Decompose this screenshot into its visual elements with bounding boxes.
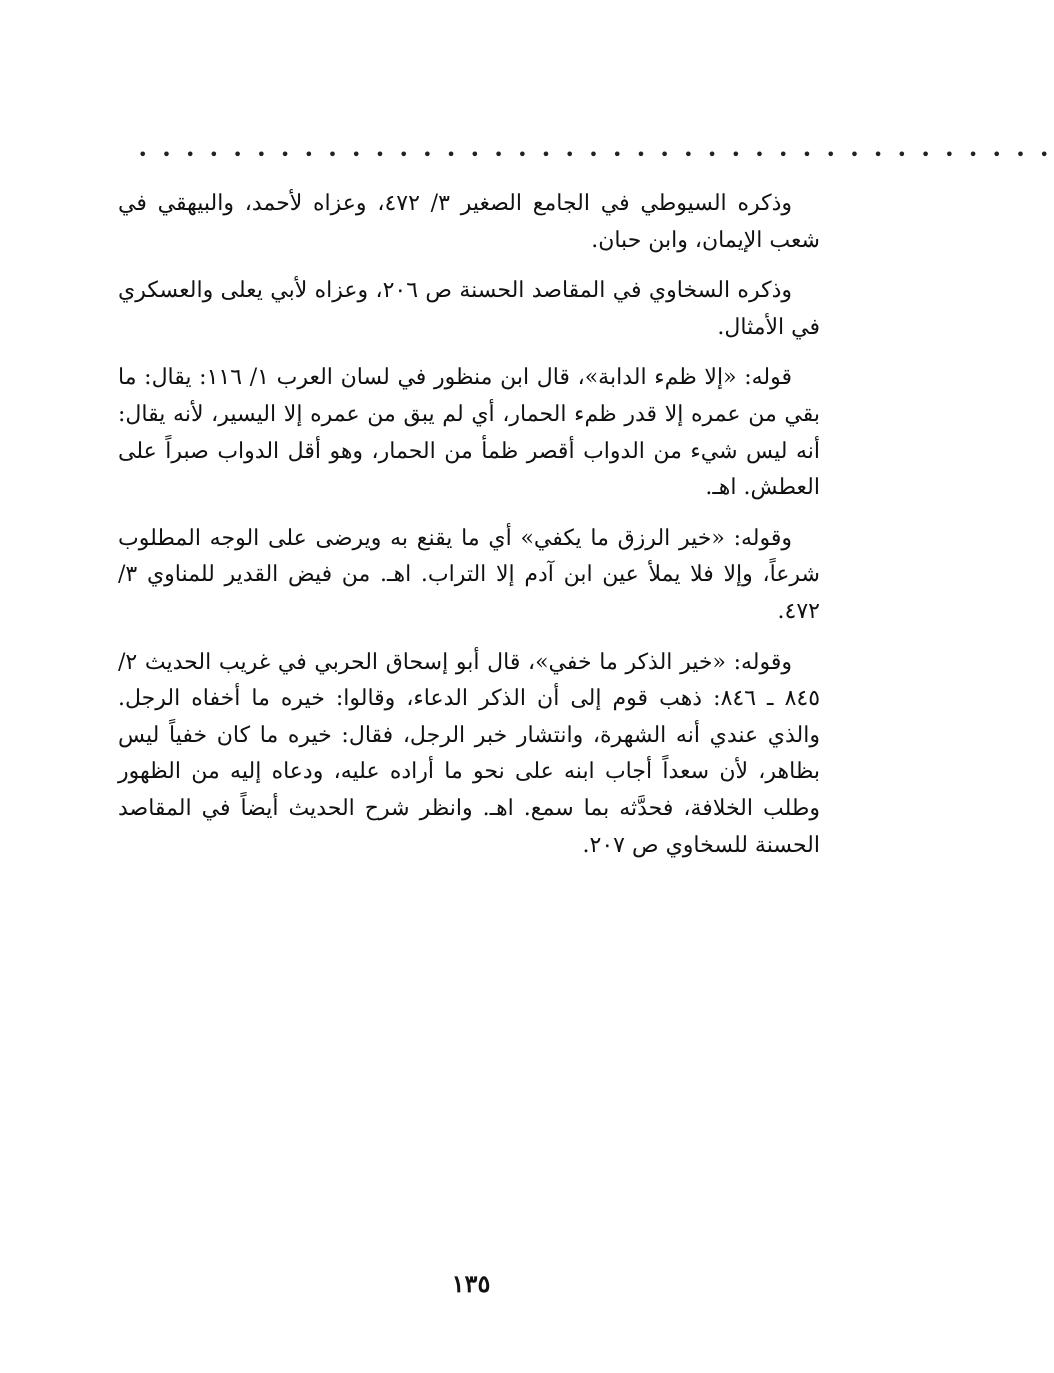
dotted-separator: • • • • • • • • • • • • • • • • • • • • • • • • • • • • • • • • • • • • • • • (138, 145, 1054, 164)
paragraph-khayr-al-rizq: وقوله: «خير الرزق ما يكفي» أي ما يقنع به ويرضى على الوجه المطلوب شرعاً، وإلا فلا يملأ عين ابن آدم إلا التراب. اهـ. من فيض القدير للمناوي ٣/ ٤٧٢. (118, 525, 820, 624)
paragraph-sakhawi: وذكره السخاوي في المقاصد الحسنة ص ٢٠٦، وعزاه لأبي يعلى والعسكري في الأمثال. (118, 278, 820, 340)
paragraph-suyuti: وذكره السيوطي في الجامع الصغير ٣/ ٤٧٢، وعزاه لأحمد، والبيهقي في شعب الإيمان، وابن حبان. (118, 191, 820, 253)
paragraph-zim-al-dabba: قوله: «إلا ظمء الدابة»، قال ابن منظور في لسان العرب ١/ ١١٦: يقال: ما بقي من عمره إلا قدر ظمء الحمار، أي لم يبق من عمره إلا اليسير، لأنه يقال: أنه ليس شيء من الدواب أقصر ظمأ من الحمار، وهو أقل الدواب صبراً على العطش. اهـ. (118, 365, 820, 501)
footnote-text-block (118, 186, 820, 878)
page-number: ١٣٥ (451, 1269, 491, 1298)
paragraph-khayr-al-dhikr: وقوله: «خير الذكر ما خفي»، قال أبو إسحاق الحربي في غريب الحديث ٢/ ٨٤٥ ـ ٨٤٦: ذهب قوم إلى أن الذكر الدعاء، وقالوا: خيره ما أخفاه الرجل. والذي عندي أنه الشهرة، وانتشار خبر الرجل، فقال: خيره ما كان خفياً ليس بظاهر، لأن سعداً أجاب ابنه على نحو ما أراده عليه، ودعاه إليه من الظهور وطلب الخلافة، فحدَّثه بما سمع. اهـ. وانظر شرح الحديث أيضاً في المقاصد الحسنة للسخاوي ص ٢٠٧. (118, 649, 821, 858)
